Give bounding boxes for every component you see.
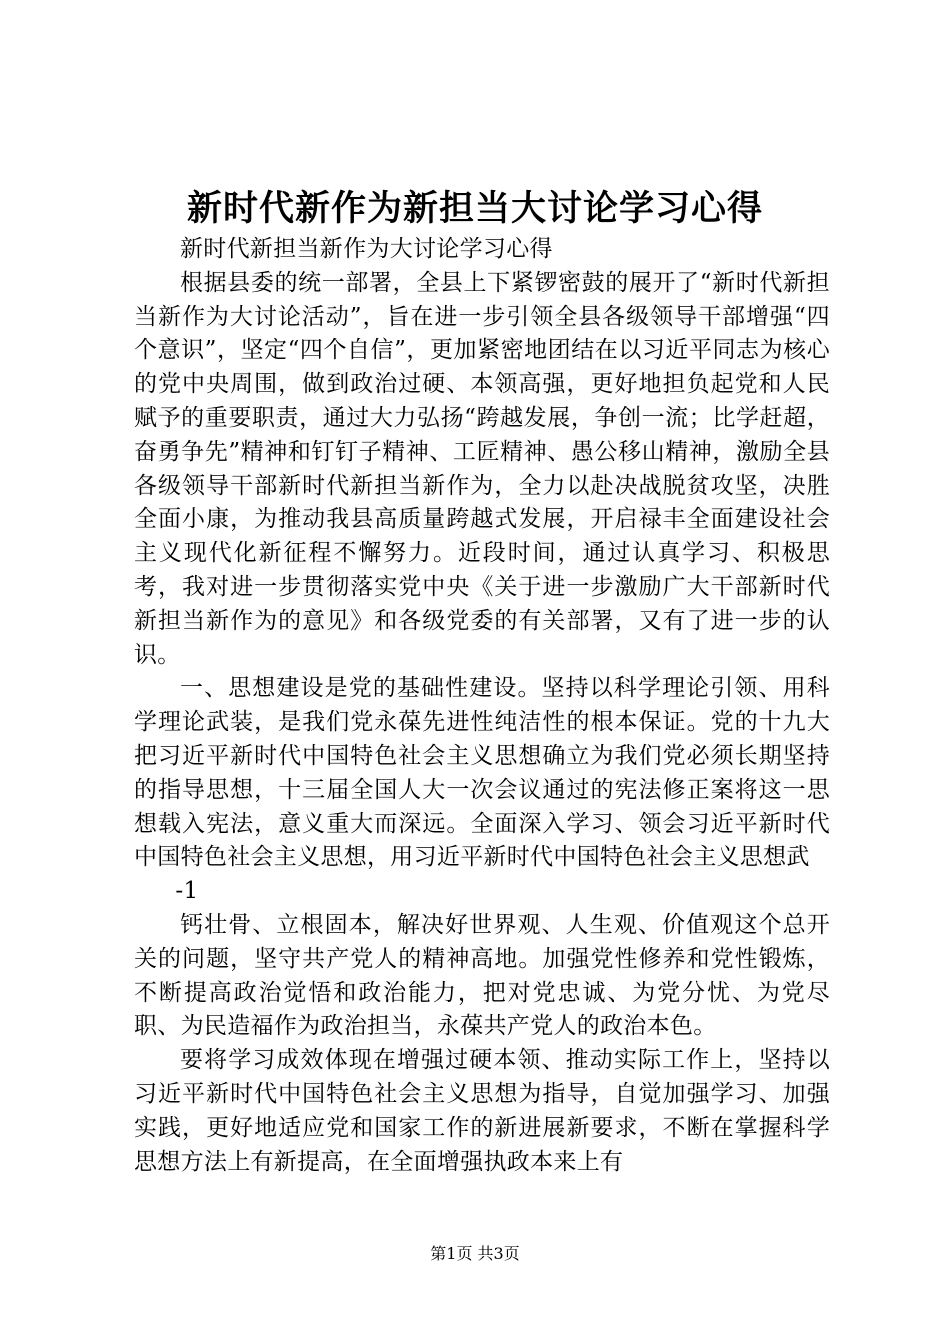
body-paragraph: 钙壮骨、立根固本，解决好世界观、人生观、价值观这个总开关的问题，坚守共产党人的精神高地。加强党性修养和党性锻炼，不断提高政治觉悟和政治能力，把对党忠诚、为党分忧、为党尽职、为民造福作为政治担当，永葆共产党人的政治本色。 [134, 911, 830, 1040]
body-paragraph: 根据县委的统一部署，全县上下紧锣密鼓的展开了“新时代新担当新作为大讨论活动”，旨在进一步引领全县各级领导干部增强“四个意识”，坚定“四个自信”，更加紧密地团结在以习近平同志为核心的党中央周围，做到政治过硬、本领高强，更好地担负起党和人民赋予的重要职责，通过大力弘扬“跨越发展，争创一流；比学赶超，奋勇争先”精神和钉钉子精神、工匠精神、愚公移山精神，激励全县各级领导干部新时代新担当新作为，全力以赴决战脱贫攻坚，决胜全面小康，为推动我县高质量跨越式发展，开启禄丰全面建设社会主义现代化新征程不懈努力。近段时间，通过认真学习、积极思考，我对进一步贯彻落实党中央《关于进一步激励广大干部新时代新担当新作为的意见》和各级党委的有关部署，又有了进一步的认识。 [134, 269, 830, 668]
body-paragraph: 一、思想建设是党的基础性建设。坚持以科学理论引领、用科学理论武装，是我们党永葆先进性纯洁性的根本保证。党的十九大把习近平新时代中国特色社会主义思想确立为我们党必须长期坚持的指导思想，十三届全国人大一次会议通过的宪法修正案将这一思想载入宪法，意义重大而深远。全面深入学习、领会习近平新时代中国特色社会主义思想，用习近平新时代中国特色社会主义思想武 [134, 675, 830, 871]
body-paragraph: 要将学习成效体现在增强过硬本领、推动实际工作上，坚持以习近平新时代中国特色社会主义思想为指导，自觉加强学习、加强实践，更好地适应党和国家工作的新进展新要求，不断在掌握科学思想方法上有新提高，在全面增强执政本来上有 [134, 1047, 830, 1175]
page-break-marker: -1 [175, 878, 199, 905]
document-body [134, 233, 830, 1179]
page-footer: 第1页 共3页 [430, 1244, 520, 1263]
document-title: 新时代新作为新担当大讨论学习心得 [186, 188, 763, 229]
subtitle-paragraph: 新时代新担当新作为大讨论学习心得 [180, 236, 553, 262]
